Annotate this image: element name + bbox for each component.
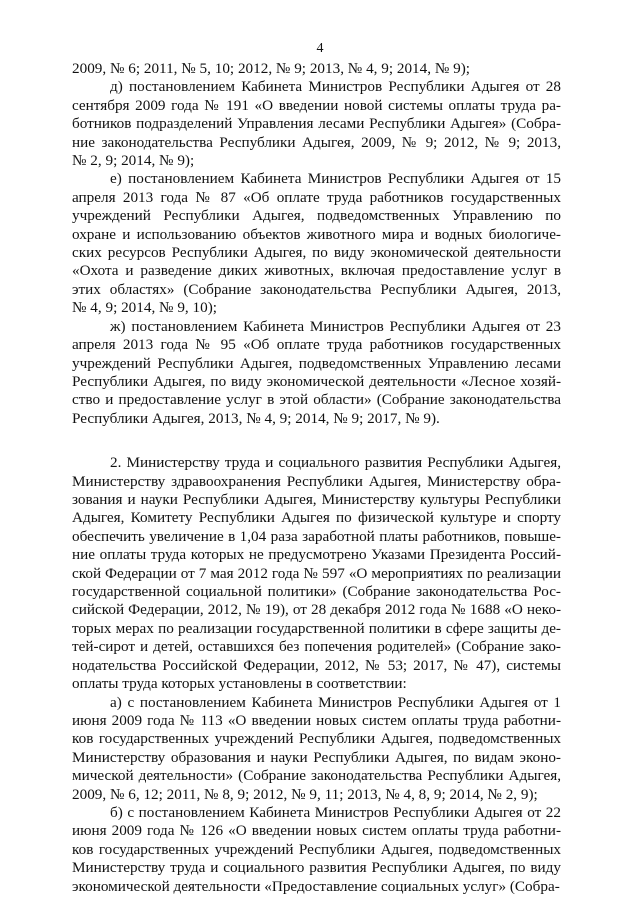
text-line: июня 2009 года № 126 «О введении новых систем оплаты труда работни-	[72, 822, 561, 840]
text-line: е) постановлением Кабинета Министров Республики Адыгея от 15	[110, 170, 561, 188]
text-line: ков государственных учреждений Республики Адыгея, подведомственных	[72, 840, 561, 858]
text-line: а) с постановлением Кабинета Министров Республики Адыгея от 1	[110, 693, 561, 711]
text-line: мической деятельности» (Собрание законодательства Республики Адыгея,	[72, 767, 561, 785]
text-line: д) постановлением Кабинета Министров Республики Адыгея от 28	[110, 78, 561, 96]
text-line: тей-сирот и детей, оставшихся без попечения родителей» (Собрание зако-	[72, 638, 561, 656]
text-line: ской Федерации от 7 мая 2012 года № 597 «О мероприятиях по реализации	[72, 564, 561, 582]
text-line: государственной социальной политики» (Собрание законодательства Рос-	[72, 583, 561, 601]
text-line: учреждений Республики Адыгея, подведомственных Управлению по	[72, 207, 561, 225]
text-line: ство и предоставление услуг в этой области» (Собрание законодательства	[72, 391, 561, 409]
text-line: ж) постановлением Кабинета Министров Республики Адыгея от 23	[110, 317, 561, 335]
item-a-paragraph	[72, 694, 561, 804]
text-line: Министерству труда и социального развития Республики Адыгея, по виду	[72, 859, 561, 877]
item-b-paragraph	[72, 804, 561, 896]
text-line: ние законодательства Республики Адыгея, 2009, № 9; 2012, № 9; 2013,	[72, 133, 561, 151]
text-line: нодательства Российской Федерации, 2012, № 53; 2017, № 47), системы	[72, 656, 561, 674]
text-line: июня 2009 года № 113 «О введении новых систем оплаты труда работни-	[72, 711, 561, 729]
text-line: сийской Федерации, 2012, № 19), от 28 декабря 2012 года № 1688 «О неко-	[72, 601, 561, 619]
text-line: ние оплаты труда которых не предусмотрено Указами Президента Россий-	[72, 546, 561, 564]
text-line: Министерству здравоохранения Республики Адыгея, Министерству обра-	[72, 472, 561, 490]
text-line: Министерству образования и науки Республики Адыгея, по видам эконо-	[72, 748, 561, 766]
text-line: апреля 2013 года № 87 «Об оплате труда работников государственных	[72, 188, 561, 206]
item-zh-paragraph	[72, 318, 561, 428]
text-line: Адыгея, Комитету Республики Адыгея по физической культуре и спорту	[72, 509, 561, 527]
text-line: № 4, 9; 2014, № 9, 10);	[72, 299, 217, 317]
paragraph-2	[72, 454, 561, 693]
text-line: ков государственных учреждений Республики Адыгея, подведомственных	[72, 730, 561, 748]
text-line: сентября 2009 года № 191 «О введении новой системы оплаты труда ра-	[72, 96, 561, 114]
item-d-paragraph	[72, 78, 561, 170]
text-line: этих областях» (Собрание законодательства Республики Адыгея, 2013,	[72, 280, 561, 298]
text-line: торых мерах по реализации государственной политики в сфере защиты де-	[72, 619, 561, 637]
intro-continuation	[72, 60, 561, 78]
text-line: обеспечить увеличение в 1,04 раза заработной платы работников, повыше-	[72, 527, 561, 545]
text-line: 2. Министерству труда и социального развития Республики Адыгея,	[110, 454, 561, 472]
text-line: оплаты труда которых установлены в соответствии:	[72, 675, 407, 693]
text-line: № 2, 9; 2014, № 9);	[72, 152, 195, 170]
text-line: зования и науки Республики Адыгея, Министерству культуры Республики	[72, 490, 561, 508]
text-line: ских ресурсов Республики Адыгея, по виду экономической деятельности	[72, 244, 561, 262]
text-line: 2009, № 6; 2011, № 5, 10; 2012, № 9; 2013, № 4, 9; 2014, № 9);	[72, 60, 470, 77]
text-line: «Охота и разведение диких животных, включая предоставление услуг в	[72, 262, 561, 280]
text-line: Республики Адыгея, 2013, № 4, 9; 2014, № 9; 2017, № 9).	[72, 409, 440, 427]
text-line: учреждений Республики Адыгея, подведомственных Управлению лесами	[72, 354, 561, 372]
text-line: б) с постановлением Кабинета Министров Республики Адыгея от 22	[110, 803, 561, 821]
text-line: ботников подразделений Управления лесами Республики Адыгея» (Собра-	[72, 115, 561, 133]
text-line: Республики Адыгея, по виду экономической деятельности «Лесное хозяй-	[72, 372, 561, 390]
page-number: 4	[316, 41, 324, 56]
text-line: охране и использованию объектов животного мира и водных биологиче-	[72, 225, 561, 243]
text-line: апреля 2013 года № 95 «Об оплате труда работников государственных	[72, 336, 561, 354]
item-e-paragraph	[72, 170, 561, 317]
text-line: 2009, № 6, 12; 2011, № 8, 9; 2012, № 9, 11; 2013, № 4, 8, 9; 2014, № 2, 9);	[72, 785, 538, 803]
text-line: экономической деятельности «Предоставление социальных услуг» (Собра-	[72, 877, 560, 895]
